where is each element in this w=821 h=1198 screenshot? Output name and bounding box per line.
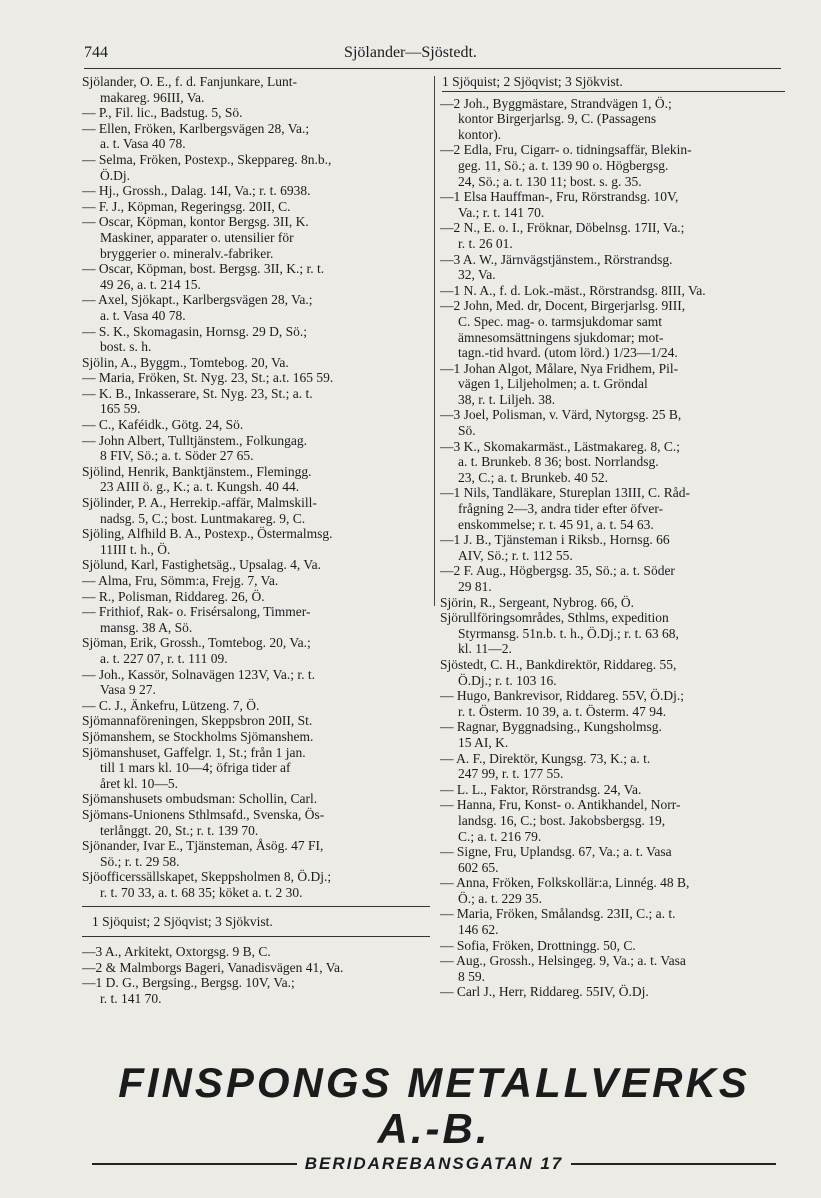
- entry-line: —2 John, Med. dr, Docent, Birgerjarlsg. 9III,: [440, 298, 686, 314]
- entry-line: Sjöofficerssällskapet, Skeppsholmen 8, Ö.Dj.;: [82, 869, 332, 885]
- entry-line: — R., Polisman, Riddareg. 26, Ö.: [82, 588, 265, 604]
- entry-line: —2 Joh., Byggmästare, Strandvägen 1, Ö.;: [440, 95, 672, 111]
- column-divider: [434, 76, 435, 606]
- entry-line: Ö.Dj.; r. t. 103 16.: [458, 672, 557, 688]
- entry-line: mansg. 38 A, Sö.: [100, 619, 193, 635]
- entry-line: r. t. 141 70.: [100, 990, 162, 1006]
- page-number: 744: [84, 44, 108, 61]
- entry-line: Sjönander, Ivar E., Tjänsteman, Åsög. 47 FI,: [82, 838, 324, 854]
- entry-line: Sjöstedt, C. H., Bankdirektör, Riddareg. 55,: [440, 656, 677, 672]
- entry-line: 11III t. h., Ö.: [100, 541, 171, 557]
- entry-line: Sjöling, Alfhild B. A., Postexp., Östermalmsg.: [82, 526, 333, 542]
- running-head: Sjölander—Sjöstedt.: [344, 44, 477, 61]
- entry-line: nadsg. 5, C.; bost. Luntmakareg. 9, C.: [100, 510, 306, 526]
- entry-line: Va.; r. t. 141 70.: [458, 204, 545, 220]
- entry-line: —1 Elsa Hauffman-, Fru, Rörstrandsg. 10V,: [440, 189, 679, 205]
- entry-line: Vasa 9 27.: [100, 682, 156, 698]
- entry-line: —3 K., Skomakarmäst., Lästmakareg. 8, C.;: [440, 438, 680, 454]
- entry-line: r. t. Österm. 10 39, a. t. Österm. 47 94.: [458, 703, 667, 719]
- entry-line: —2 Edla, Fru, Cigarr- o. tidningsaffär, Blekin-: [440, 142, 692, 158]
- entry-line: bost. s. h.: [100, 339, 152, 355]
- ad-rule-right: [571, 1163, 776, 1165]
- entry-line: Sjölind, Henrik, Banktjänstem., Flemingg.: [82, 463, 312, 479]
- entry-line: — Hj., Grossh., Dalag. 14I, Va.; r. t. 6938.: [82, 183, 311, 199]
- entry-line: terlånggt. 20, St.; r. t. 139 70.: [100, 822, 259, 838]
- ad-brand: FINSPONGS METALLVERKS A.-B.: [118, 1059, 750, 1152]
- variant-spelling-note: 1 Sjöquist; 2 Sjöqvist; 3 Sjökvist.: [92, 914, 273, 930]
- entry-line: Styrmansg. 51n.b. t. h., Ö.Dj.; r. t. 63 68,: [458, 625, 679, 641]
- entry-line: Sjömanshusets ombudsman: Schollin, Carl.: [82, 791, 318, 807]
- entry-line: — Maria, Fröken, Smålandsg. 23II, C.; a. t.: [440, 906, 676, 922]
- column-left: [82, 74, 430, 1009]
- ad-address-row: [84, 1154, 784, 1174]
- entry-line: vägen 1, Liljeholmen; a. t. Gröndal: [458, 376, 648, 392]
- entry-line: 38, r. t. Liljeh. 38.: [458, 391, 556, 407]
- entry-line: — Sofia, Fröken, Drottningg. 50, C.: [440, 937, 636, 953]
- entry-line: — Maria, Fröken, St. Nyg. 23, St.; a.t. 165 59.: [82, 370, 334, 386]
- entry-line: tagn.-tid hvard. (utom lörd.) 1/23—1/24.: [458, 345, 678, 361]
- entry-line: landsg. 16, C.; bost. Jakobsbergsg. 19,: [458, 812, 666, 828]
- entry-line: 8 59.: [458, 968, 485, 984]
- entry-line: Sjölinder, P. A., Herrekip.-affär, Malmskill-: [82, 495, 317, 511]
- entry-line: — K. B., Inkasserare, St. Nyg. 23, St.; a. t.: [82, 385, 313, 401]
- entry-line: —3 A., Arkitekt, Oxtorgsg. 9 B, C.: [82, 944, 271, 960]
- entry-line: —1 N. A., f. d. Lok.-mäst., Rörstrandsg. 8III, Va.: [440, 282, 706, 298]
- entry-line: Sjörin, R., Sergeant, Nybrog. 66, Ö.: [440, 594, 634, 610]
- entry-line: Sjöman, Erik, Grossh., Tomtebog. 20, Va.;: [82, 635, 311, 651]
- entry-line: Sjömannaföreningen, Skeppsbron 20II, St.: [82, 713, 313, 729]
- entry-line: — P., Fil. lic., Badstug. 5, Sö.: [82, 105, 243, 121]
- entry-line: — L. L., Faktor, Rörstrandsg. 24, Va.: [440, 781, 642, 797]
- entry-line: 602 65.: [458, 859, 499, 875]
- entry-line: — Alma, Fru, Sömm:a, Frejg. 7, Va.: [82, 573, 279, 588]
- entry-line: kontor).: [458, 126, 502, 142]
- entry-line: a. t. Vasa 40 78.: [100, 307, 186, 323]
- section-divider: [82, 936, 430, 937]
- advertisement: [84, 1060, 784, 1174]
- entry-line: —3 Joel, Polisman, v. Värd, Nytorgsg. 25 B,: [440, 407, 682, 423]
- entry-line: Sjölin, A., Byggm., Tomtebog. 20, Va.: [82, 354, 289, 370]
- entry-line: till 1 mars kl. 10—4; öfriga tider af: [100, 760, 291, 776]
- entry-line: 146 62.: [458, 922, 499, 938]
- entry-line: 23, C.; a. t. Brunkeb. 40 52.: [458, 469, 608, 485]
- entry-line: 247 99, r. t. 177 55.: [458, 766, 564, 782]
- entry-line: — Frithiof, Rak- o. Frisérsalong, Timmer-: [82, 604, 311, 620]
- entry-line: —1 Johan Algot, Målare, Nya Fridhem, Pil-: [440, 360, 679, 376]
- header-rule: [84, 68, 781, 69]
- entry-line: — Signe, Fru, Uplandsg. 67, Va.; a. t. Vasa: [440, 844, 672, 860]
- entry-line: —1 J. B., Tjänsteman i Riksb., Hornsg. 66: [440, 532, 670, 548]
- entry-line: Sö.: [458, 423, 476, 439]
- entry-line: a. t. Vasa 40 78.: [100, 136, 186, 152]
- entry-line: kontor Birgerjarlsg. 9, C. (Passagens: [458, 111, 657, 127]
- entry-line: C. Spec. mag- o. tarmsjukdomar samt: [458, 313, 662, 329]
- entry-line: 8 FIV, Sö.; a. t. Söder 27 65.: [100, 448, 254, 464]
- entry-line: — Hugo, Bankrevisor, Riddareg. 55V, Ö.Dj.;: [440, 688, 685, 704]
- entry-line: —2 F. Aug., Högbergsg. 35, Sö.; a. t. Söder: [440, 563, 675, 579]
- entry-line: — C., Kaféidk., Götg. 24, Sö.: [82, 417, 244, 433]
- entry-line: — F. J., Köpman, Regeringsg. 20II, C.: [82, 198, 291, 214]
- entry-line: — A. F., Direktör, Kungsg. 73, K.; a. t.: [440, 750, 651, 766]
- entry-line: Ö.Dj.: [100, 167, 130, 183]
- entry-line: bryggerier o. mineralv.-fabriker.: [100, 245, 274, 261]
- entry-line: enskommelse; r. t. 45 91, a. t. 54 63.: [458, 516, 654, 532]
- entry-line: — Aug., Grossh., Helsingeg. 9, Va.; a. t. Vasa: [440, 953, 686, 969]
- entry-line: — Carl J., Herr, Riddareg. 55IV, Ö.Dj.: [440, 984, 649, 1000]
- entry-line: C.; a. t. 216 79.: [458, 828, 542, 844]
- entry-line: a. t. 227 07, r. t. 111 09.: [100, 650, 228, 666]
- entry-line: 15 AI, K.: [458, 734, 509, 750]
- entry-line: året kl. 10—5.: [100, 775, 178, 791]
- entry-line: Sjömanshem, se Stockholms Sjömanshem.: [82, 728, 314, 744]
- entry-line: 49 26, a. t. 214 15.: [100, 276, 201, 292]
- entry-line: Sjörullföringsområdes, Sthlms, expedition: [440, 610, 669, 626]
- entry-line: frågning 2—3, andra tider efter öfver-: [458, 501, 664, 517]
- entry-line: — John Albert, Tulltjänstem., Folkungag.: [82, 432, 308, 448]
- entry-line: Sjölund, Karl, Fastighetsäg., Upsalag. 4, Va.: [82, 557, 321, 573]
- entry-line: — Ellen, Fröken, Karlbergsvägen 28, Va.;: [82, 120, 310, 136]
- ad-address: BERIDAREBANSGATAN 17: [304, 1154, 564, 1173]
- entry-line: —1 Nils, Tandläkare, Stureplan 13III, C. Råd-: [440, 485, 691, 501]
- entry-line: makareg. 96III, Va.: [100, 89, 205, 105]
- entry-line: — Axel, Sjökapt., Karlbergsvägen 28, Va.;: [82, 292, 313, 308]
- entry-line: — Selma, Fröken, Postexp., Skeppareg. 8n.b.,: [82, 151, 332, 167]
- entry-line: ämnesomsättningens sjukdomar; mot-: [458, 329, 664, 345]
- entry-line: Ö.; a. t. 229 35.: [458, 890, 542, 906]
- entry-line: 24, Sö.; a. t. 130 11; bost. s. g. 35.: [458, 173, 642, 189]
- entry-line: — Hanna, Fru, Konst- o. Antikhandel, Norr-: [440, 797, 681, 813]
- entry-line: a. t. Brunkeb. 8 36; bost. Norrlandsg.: [458, 454, 659, 470]
- entry-line: — Oscar, Köpman, kontor Bergsg. 3II, K.: [82, 214, 309, 230]
- section-divider: [82, 906, 430, 907]
- entry-line: — C. J., Änkefru, Lützeng. 7, Ö.: [82, 697, 260, 713]
- entry-line: —2 N., E. o. I., Fröknar, Döbelnsg. 17II, Va.;: [440, 220, 685, 236]
- entry-line: geg. 11, Sö.; a. t. 139 90 o. Högbergsg.: [458, 157, 669, 173]
- entry-line: AIV, Sö.; r. t. 112 55.: [458, 547, 573, 563]
- entry-line: r. t. 70 33, a. t. 68 35; köket a. t. 2 30.: [100, 884, 303, 900]
- entry-line: Sjölander, O. E., f. d. Fanjunkare, Lunt-: [82, 74, 298, 89]
- entry-line: — Anna, Fröken, Folkskollär:a, Linnég. 48 B,: [440, 875, 690, 891]
- entry-line: 29 81.: [458, 579, 492, 594]
- entry-line: 32, Va.: [458, 267, 496, 283]
- column-right: [440, 74, 785, 1009]
- entry-line: Sjömans-Unionens Sthlmsafd., Svenska, Ös-: [82, 806, 325, 822]
- entry-line: — S. K., Skomagasin, Hornsg. 29 D, Sö.;: [82, 323, 308, 339]
- entry-line: — Oscar, Köpman, bost. Bergsg. 3II, K.; r. t.: [82, 261, 325, 277]
- entry-line: Maskiner, apparater o. utensilier för: [100, 229, 294, 245]
- entry-line: r. t. 26 01.: [458, 235, 513, 251]
- entry-line: Sö.; r. t. 29 58.: [100, 853, 180, 869]
- variant-spelling-note: 1 Sjöquist; 2 Sjöqvist; 3 Sjökvist.: [442, 74, 785, 92]
- entry-line: — Ragnar, Byggnadsing., Kungsholmsg.: [440, 719, 662, 735]
- entry-line: 165 59.: [100, 401, 141, 417]
- entry-line: kl. 11—2.: [458, 641, 512, 657]
- entry-line: —2 & Malmborgs Bageri, Vanadisvägen 41, Va.: [82, 959, 344, 975]
- entry-line: —3 A. W., Järnvägstjänstem., Rörstrandsg.: [440, 251, 673, 267]
- entry-line: — Joh., Kassör, Solnavägen 123V, Va.; r. t.: [82, 666, 315, 682]
- entry-line: 23 AIII ö. g., K.; a. t. Kungsh. 40 44.: [100, 479, 300, 495]
- entry-line: Sjömanshuset, Gaffelgr. 1, St.; från 1 jan.: [82, 744, 306, 760]
- ad-rule-left: [92, 1163, 297, 1165]
- entry-line: —1 D. G., Bergsing., Bergsg. 10V, Va.;: [82, 975, 295, 991]
